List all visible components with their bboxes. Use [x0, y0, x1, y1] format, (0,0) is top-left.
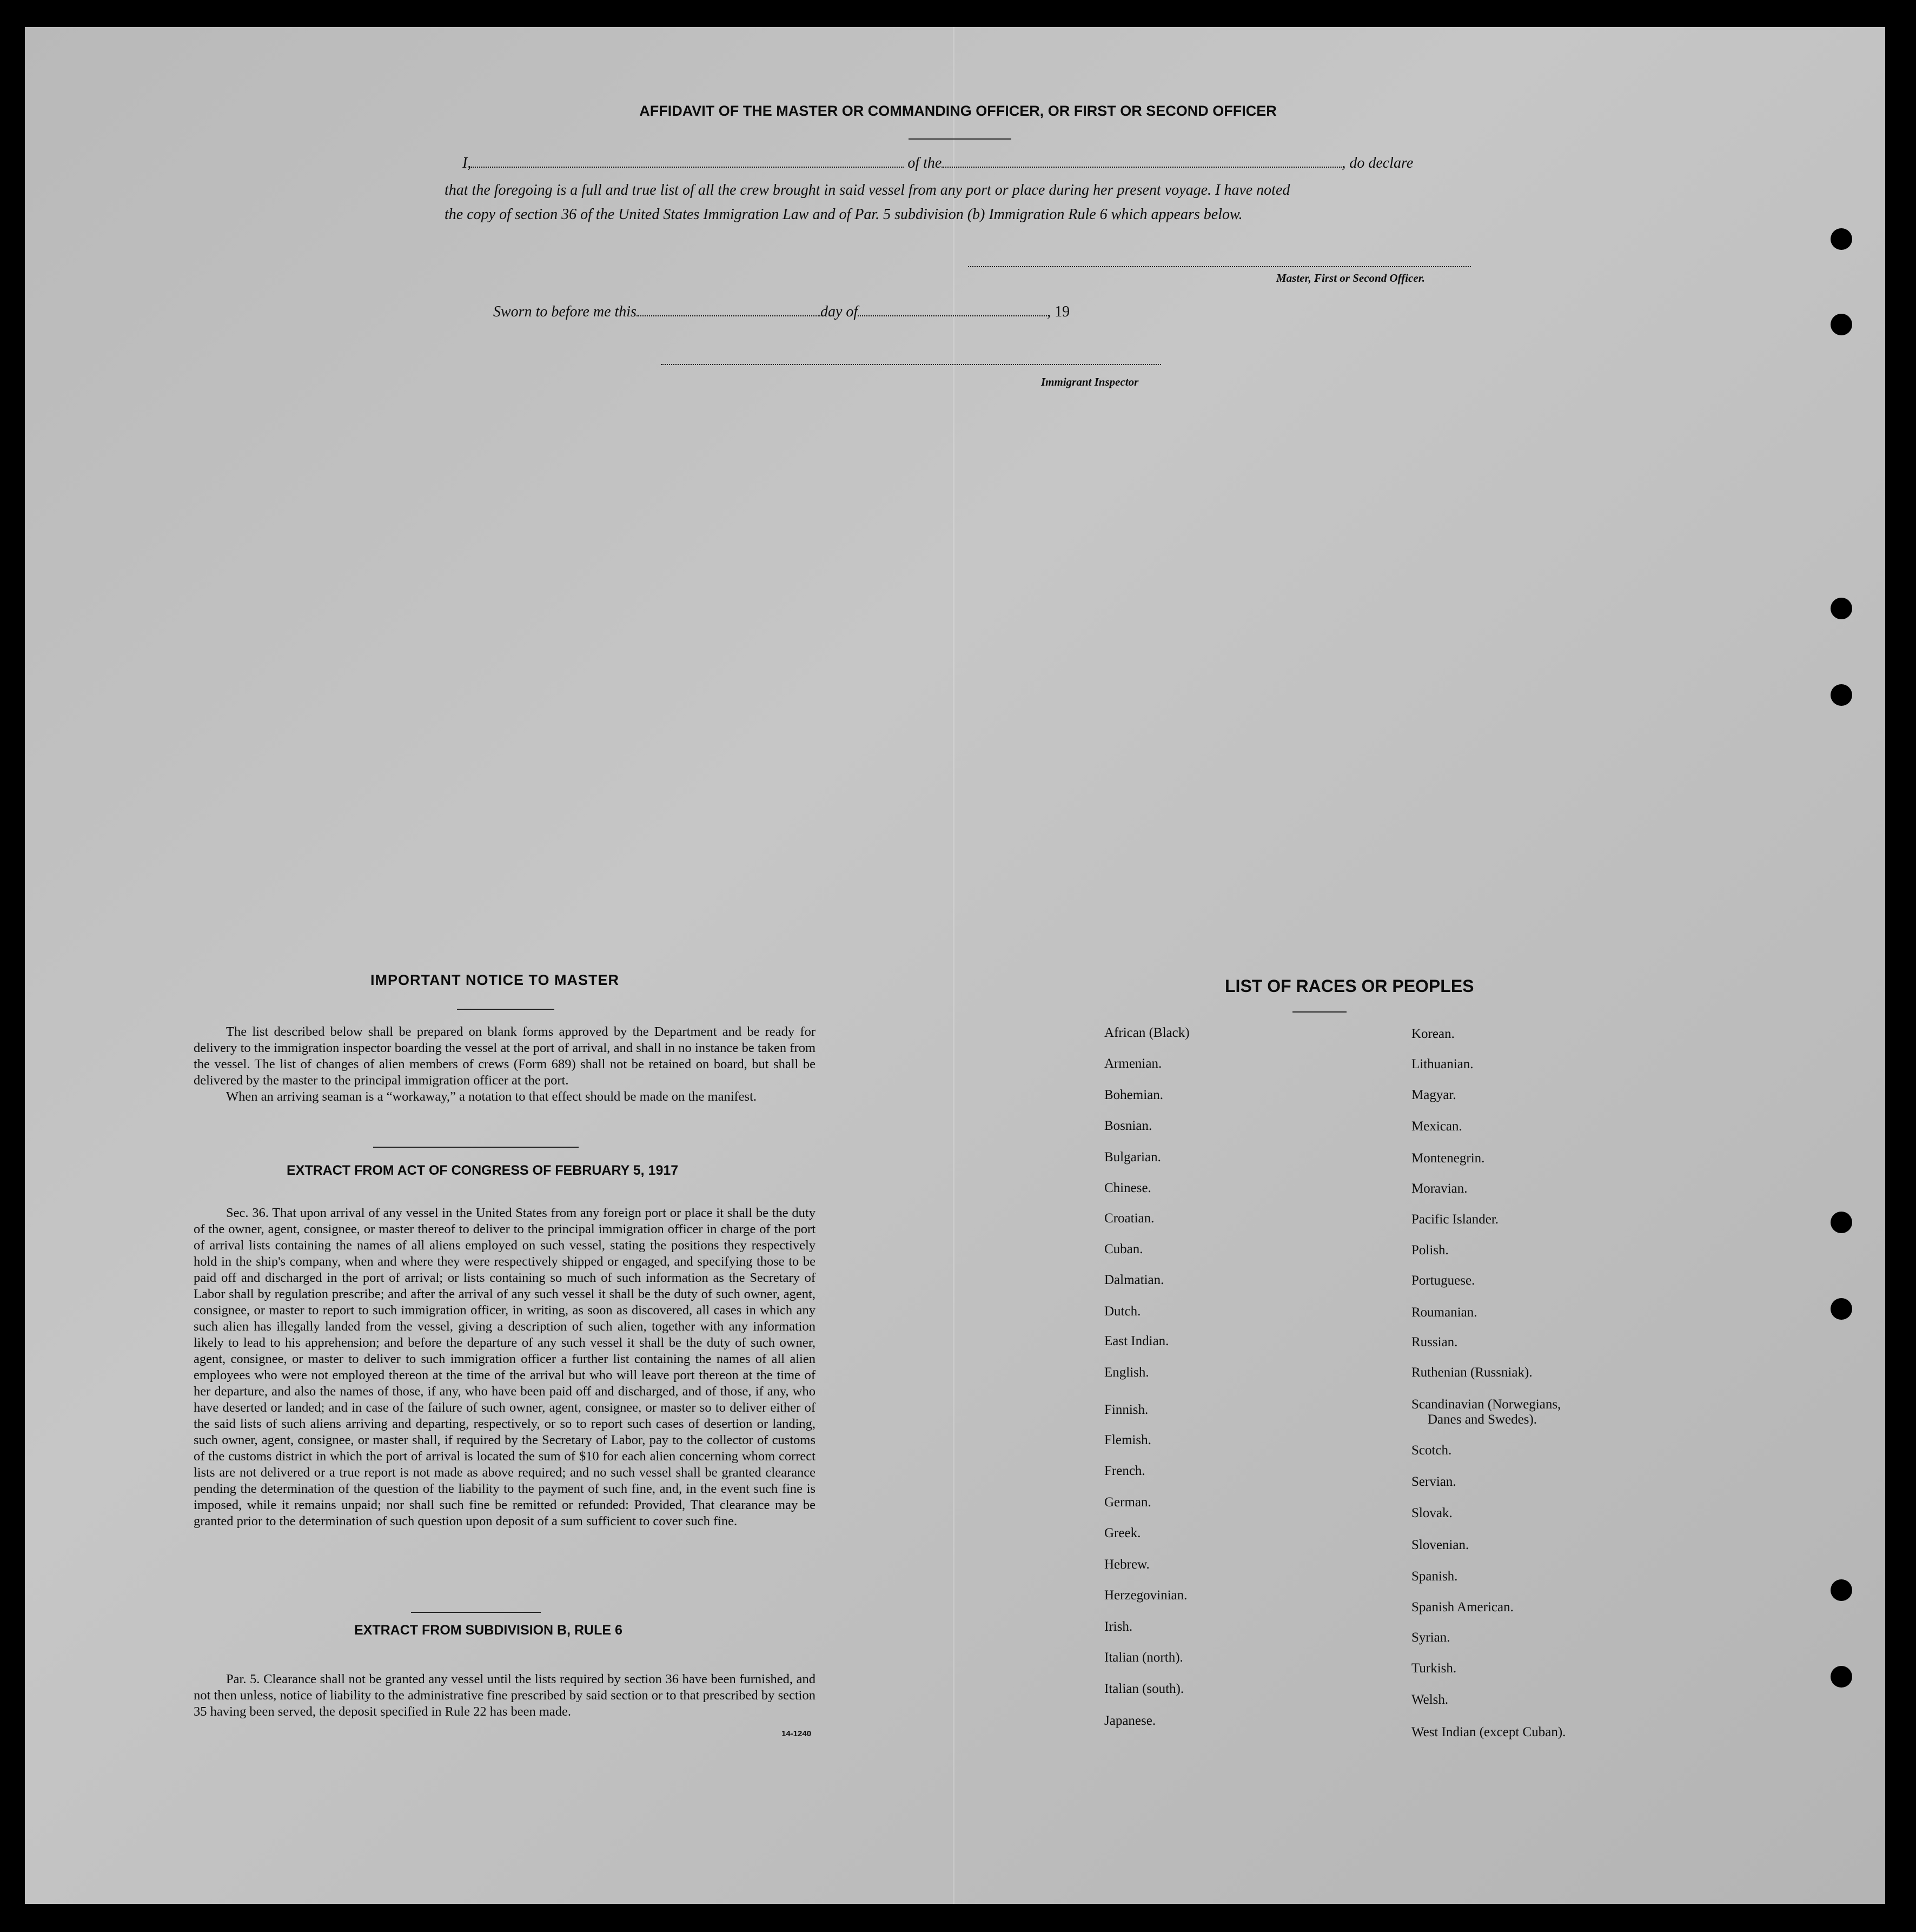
sworn-line: [493, 300, 1070, 324]
affidavit-declare-label: , do declare: [1342, 155, 1414, 171]
punch-hole: [1831, 598, 1852, 619]
race-list-item: Danes and Swedes).: [1428, 1412, 1537, 1427]
act-extract-rule: [411, 1612, 541, 1613]
race-list-item: Pacific Islander.: [1411, 1212, 1499, 1227]
race-list-item: Italian (south).: [1104, 1682, 1184, 1696]
race-list-item: Finnish.: [1104, 1402, 1149, 1417]
race-list-item: Spanish.: [1411, 1569, 1458, 1584]
notice-paragraph-2: When an arriving seaman is a “workaway,” a notation to that effect should be made on the manifest.: [226, 1089, 757, 1104]
affidavit-title: AFFIDAVIT OF THE MASTER OR COMMANDING OFFICER, OR FIRST OR SECOND OFFICER: [639, 103, 1277, 119]
notice-rule: [373, 1147, 579, 1148]
punch-hole: [1831, 1579, 1852, 1601]
sworn-day-field[interactable]: [637, 315, 820, 316]
race-list-item: Dutch.: [1104, 1304, 1141, 1319]
punch-hole: [1831, 314, 1852, 335]
race-list-item: Mexican.: [1411, 1119, 1462, 1134]
form-number: 14-1240: [781, 1729, 812, 1738]
race-list-item: Turkish.: [1411, 1661, 1457, 1676]
races-title: LIST OF RACES OR PEOPLES: [1225, 976, 1474, 996]
sworn-year-label: , 19: [1047, 303, 1070, 320]
notice-body: [194, 1024, 816, 1105]
master-signature-caption: Master, First or Second Officer.: [1276, 272, 1425, 284]
race-list-item: Chinese.: [1104, 1181, 1151, 1195]
race-list-item: Roumanian.: [1411, 1305, 1477, 1320]
affidavit-line-3: the copy of section 36 of the United States Immigration Law and of Par. 5 subdivision (b) Immigration Rule 6 which appears below.: [445, 206, 1243, 223]
race-list-item: West Indian (except Cuban).: [1411, 1725, 1566, 1739]
races-title-rule: [1292, 1011, 1347, 1013]
race-list-item: East Indian.: [1104, 1334, 1169, 1348]
race-list-item: Magyar.: [1411, 1088, 1456, 1102]
race-list-item: Portuguese.: [1411, 1273, 1475, 1288]
affidavit-declaration-line: [462, 151, 1474, 175]
race-list-item: Greek.: [1104, 1526, 1141, 1540]
notice-title-rule: [457, 1009, 554, 1010]
vessel-name-field[interactable]: [942, 167, 1342, 168]
punch-hole: [1831, 228, 1852, 250]
punch-hole: [1831, 1298, 1852, 1320]
sworn-month-field[interactable]: [858, 315, 1047, 316]
race-list-item: Irish.: [1104, 1619, 1133, 1634]
punch-hole: [1831, 1212, 1852, 1233]
affidavit-i-label: I,: [462, 155, 472, 171]
notice-paragraph-1: The list described below shall be prepared on blank forms approved by the Department and be ready for delivery to the immigration inspector boarding the vessel at the port of arrival, and shall in no instance be taken from the vessel. The list of changes of alien members of crews (Form 689) shall not be retained on board, but shall be delivered by the master to the principal immigration officer at the port.: [194, 1024, 816, 1088]
race-list-item: Scotch.: [1411, 1443, 1452, 1458]
master-signature-line[interactable]: [968, 266, 1471, 267]
race-list-item: Welsh.: [1411, 1692, 1449, 1707]
race-list-item: Cuban.: [1104, 1242, 1143, 1256]
race-list-item: Moravian.: [1411, 1181, 1468, 1196]
race-list-item: Armenian.: [1104, 1056, 1162, 1071]
race-list-item: Bosnian.: [1104, 1119, 1152, 1133]
race-list-item: Flemish.: [1104, 1433, 1151, 1447]
race-list-item: Russian.: [1411, 1335, 1458, 1349]
master-name-field[interactable]: [471, 167, 904, 168]
race-list-item: Bulgarian.: [1104, 1150, 1161, 1165]
sworn-label: Sworn to before me this: [493, 303, 637, 320]
race-list-item: German.: [1104, 1495, 1151, 1510]
rule-extract-paragraph: Par. 5. Clearance shall not be granted any vessel until the lists required by section 36 have been furnished, and not then unless, notice of liability to the administrative fine prescribed by said section or to that prescribed by section 35 having been served, the deposit specified in Rule 22 has been made.: [194, 1672, 816, 1719]
inspector-signature-line[interactable]: [661, 364, 1161, 365]
rule-extract-body: [194, 1671, 816, 1720]
race-list-item: African (Black): [1104, 1025, 1190, 1040]
act-extract-title: EXTRACT FROM ACT OF CONGRESS OF FEBRUARY 5, 1917: [287, 1163, 679, 1178]
affidavit-of-the-label: of the: [907, 155, 942, 171]
race-list-item: Spanish American.: [1411, 1600, 1514, 1615]
race-list-item: Korean.: [1411, 1027, 1455, 1041]
inspector-caption: Immigrant Inspector: [1041, 375, 1139, 388]
race-list-item: Herzegovinian.: [1104, 1588, 1188, 1603]
notice-title: IMPORTANT NOTICE TO MASTER: [370, 972, 619, 988]
race-list-item: Slovenian.: [1411, 1538, 1469, 1552]
race-list-item: Syrian.: [1411, 1630, 1450, 1645]
rule-extract-title: EXTRACT FROM SUBDIVISION B, RULE 6: [354, 1623, 622, 1638]
race-list-item: English.: [1104, 1365, 1149, 1380]
race-list-item: Servian.: [1411, 1474, 1456, 1489]
race-list-item: Croatian.: [1104, 1211, 1155, 1226]
affidavit-line-2: that the foregoing is a full and true list of all the crew brought in said vessel from any port or place during her present voyage. I have noted: [445, 182, 1290, 199]
race-list-item: Polish.: [1411, 1243, 1449, 1258]
race-list-item: Hebrew.: [1104, 1557, 1150, 1572]
race-list-item: Lithuanian.: [1411, 1057, 1474, 1071]
race-list-item: Montenegrin.: [1411, 1151, 1485, 1166]
race-list-item: Scandinavian (Norwegians,: [1411, 1397, 1561, 1412]
race-list-item: Italian (north).: [1104, 1650, 1183, 1665]
affidavit-title-rule: [909, 138, 1011, 140]
punch-hole: [1831, 684, 1852, 706]
act-extract-body: [194, 1205, 816, 1530]
act-extract-paragraph: Sec. 36. That upon arrival of any vessel in the United States from any foreign port or place it shall be the duty of the owner, agent, consignee, or master thereof to deliver to the principal immigration officer in charge of the port of arrival lists containing the names of all aliens employed on such vessel, stating the positions they respectively hold in the ship's company, when and where they were respectively shipped or engaged, and specifying those to be paid off and discharged in the port of arrival; or lists containing so much of such information as the Secretary of Labor shall by regulation prescribe; and after the arrival of any such vessel it shall be the duty of such owner, agent, consignee, or master to report to such immigration officer, in writing, as soon as discovered, all cases in which any such alien has illegally landed from the vessel, giving a description of such alien, together with any information likely to lead to his apprehension; and before the departure of any such vessel it shall be the duty of such owner, agent, consignee, or master to deliver to such immigration officer a further list containing the names of all alien employees who were not employed thereon at the time of the arrival but who will leave port thereon at the time of her departure, and also the names of those, if any, who have been paid off and discharged, and of those, if any, who have deserted or landed; and in case of the failure of such owner, agent, consignee, or master so to deliver either of the said lists of such aliens arriving and departing, respectively, or so to report such cases of desertion or landing, such owner, agent, consignee, or master shall, if required by the Secretary of Labor, pay to the collector of customs of the customs district in which the port of arrival is located the sum of $10 for each alien concerning whom correct lists are not delivered or a true report is not made as above required; and no such vessel shall be granted clearance pending the determination of the question of the liability to the payment of such fine, and, in the event such fine is imposed, while it remains unpaid; nor shall such fine be remitted or refunded: Provided, That clearance may be granted prior to the determination of such question upon deposit of a sum sufficient to cover such fine.: [194, 1206, 816, 1529]
race-list-item: Slovak.: [1411, 1506, 1453, 1520]
sworn-day-of-label: day of: [820, 303, 858, 320]
race-list-item: Bohemian.: [1104, 1088, 1164, 1102]
race-list-item: French.: [1104, 1464, 1145, 1478]
punch-hole: [1831, 1666, 1852, 1688]
race-list-item: Dalmatian.: [1104, 1273, 1164, 1287]
race-list-item: Ruthenian (Russniak).: [1411, 1365, 1533, 1380]
race-list-item: Japanese.: [1104, 1713, 1156, 1728]
